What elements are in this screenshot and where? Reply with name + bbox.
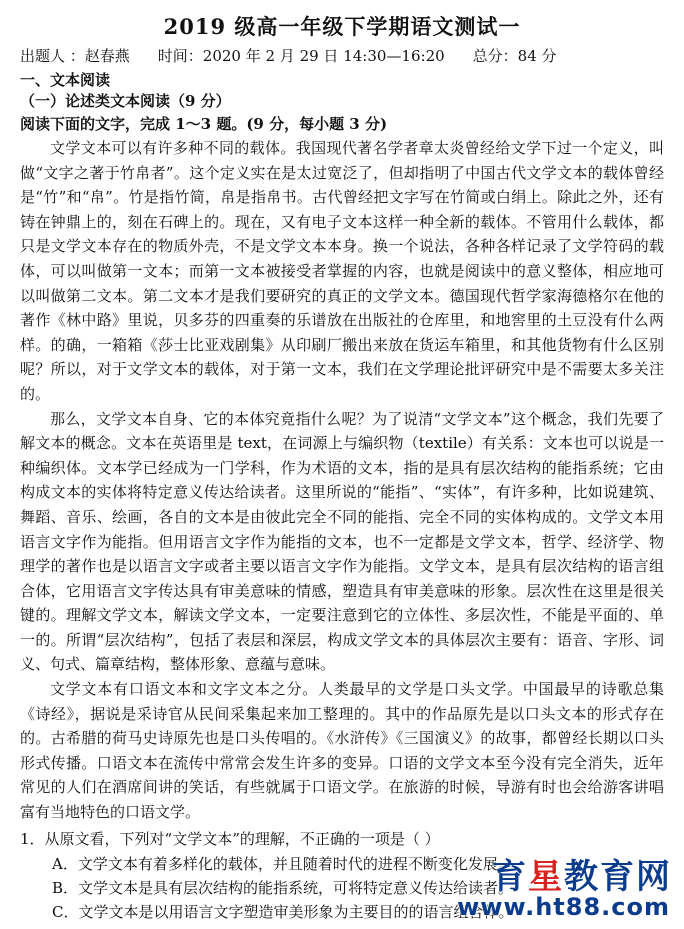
logo-star: 星 (528, 857, 564, 897)
exam-title: 2019 级高一年级下学期语文测试一 (163, 14, 521, 39)
part-heading: 一、文本阅读 (20, 71, 111, 89)
author: 出题人 ：赵春燕 (20, 47, 130, 65)
question-stem: 1．从原文看，下列对“文学文本”的理解，不正确的一项是（ ） (20, 829, 440, 848)
logo-suffix: 教育网 (564, 857, 672, 897)
passage-paragraph-2: 那么，文学文本自身、它的本体究竟指什么呢？为了说清“文学文本”这个概念，我们先要了解文本的概念。文本在英语里是 text，在词源上与编织物（textile）有关系：文本也可以说是一种编织体。文本学已经成为一门学科，作为术语的文本，指的是具有层次结构的能指系统；它由构成文本的实体将特定意义传达给读者。这里所说的“能指”、“实体”，有许多种，比如说建筑、舞蹈、音乐、绘画，各自的文本是由彼此完全不同的能指、完全不同的实体构成的。文学文本用语言文字作为能指。但用语言文字作为能指的文本，也不一定都是文学文本，哲学、经济学、物理学的著作也是以语言文字或者主要以语言文字作为能指。文学文本，是具有层次结构的语言组合体，它用语言文字传达具有审美意味的情感，塑造具有审美意味的形象。层次性在这里是很关键的。理解文学文本，解读文学文本，一定要注意到它的立体性、多层次性，不能是平面的、单一的。所谓“层次结构”，包括了表层和深层，构成文学文本的具体层次主要有：语音、字形、词义、句式、篇章结构，整体形象、意蕴与意味。 (20, 409, 664, 674)
watermark-url: www.ht88.com (457, 893, 670, 921)
passage-paragraph-3: 文学文本有口语文本和文字文本之分。人类最早的文学是口头文学。中国最早的诗歌总集《诗经》，据说是采诗官从民间采集起来加工整理的。其中的作品原先是以口头文本的形式存在的。古希腊的荷马史诗原先也是口头传唱的。《水浒传》《三国演义》的故事，都曾经长期以口头形式传播。口语文本在流传中常常会发生许多的变异。口语的文学文本至今没有完全消失，近年常见的人们在酒席间讲的笑话，有些就属于口语文学。在旅游的时候，导游有时也会给游客讲唱富有当地特色的口语文学。 (20, 680, 664, 822)
total-score: 总分：84 分 (472, 47, 557, 65)
passage-paragraph-1: 文学文本可以有许多种不同的载体。我国现代著名学者章太炎曾经给文学下过一个定义，叫做“文字之著于竹帛者”。这个定义实在是太过宽泛了，但却指明了中国古代文学文本的载体曾经是“竹”和“帛”。竹是指竹简，帛是指帛书。古代曾经把文字写在竹简或白绢上。除此之外，还有铸在钟鼎上的，刻在石碑上的。现在，又有电子文本这样一种全新的载体。不管用什么载体，都只是文学文本存在的物质外壳，不是文学文本本身。换一个说法，各种各样记录了文学符码的载体，可以叫做第一文本；而第一文本被接受者掌握的内容，也就是阅读中的意义整体，相应地可以叫做第二文本。第二文本才是我们要研究的真正的文学文本。德国现代哲学家海德格尔在他的著作《林中路》里说，贝多芬的四重奏的乐谱放在出版社的仓库里，和地窖里的土豆没有什么两样。的确，一箱箱《莎士比亚戏剧集》从印刷厂搬出来放在货运车箱里，和其他货物有什么区别呢？所以，对于文学文本的载体，对于第一文本，我们在文学理论批评研究中是不需要太多关注的。 (20, 139, 664, 403)
subsection-heading: （一）论述类文本阅读（9 分） (20, 92, 231, 110)
option-c: C．文学文本是以用语言文字塑造审美形象为主要目的的语言组合体。 (52, 902, 514, 921)
exam-time: 时间：2020 年 2 月 29 日 14:30—16:20 (157, 47, 445, 65)
reading-instruction: 阅读下面的文字，完成 1～3 题。(9 分，每小题 3 分) (20, 115, 388, 133)
option-a: A．文学文本有着多样化的载体，并且随着时代的进程不断变化发展。 (52, 854, 513, 873)
logo-prefix: 育 (492, 857, 528, 897)
exam-meta (20, 42, 664, 70)
option-b: B．文学文本是具有层次结构的能指系统，可将特定意义传达给读者。 (52, 878, 514, 897)
